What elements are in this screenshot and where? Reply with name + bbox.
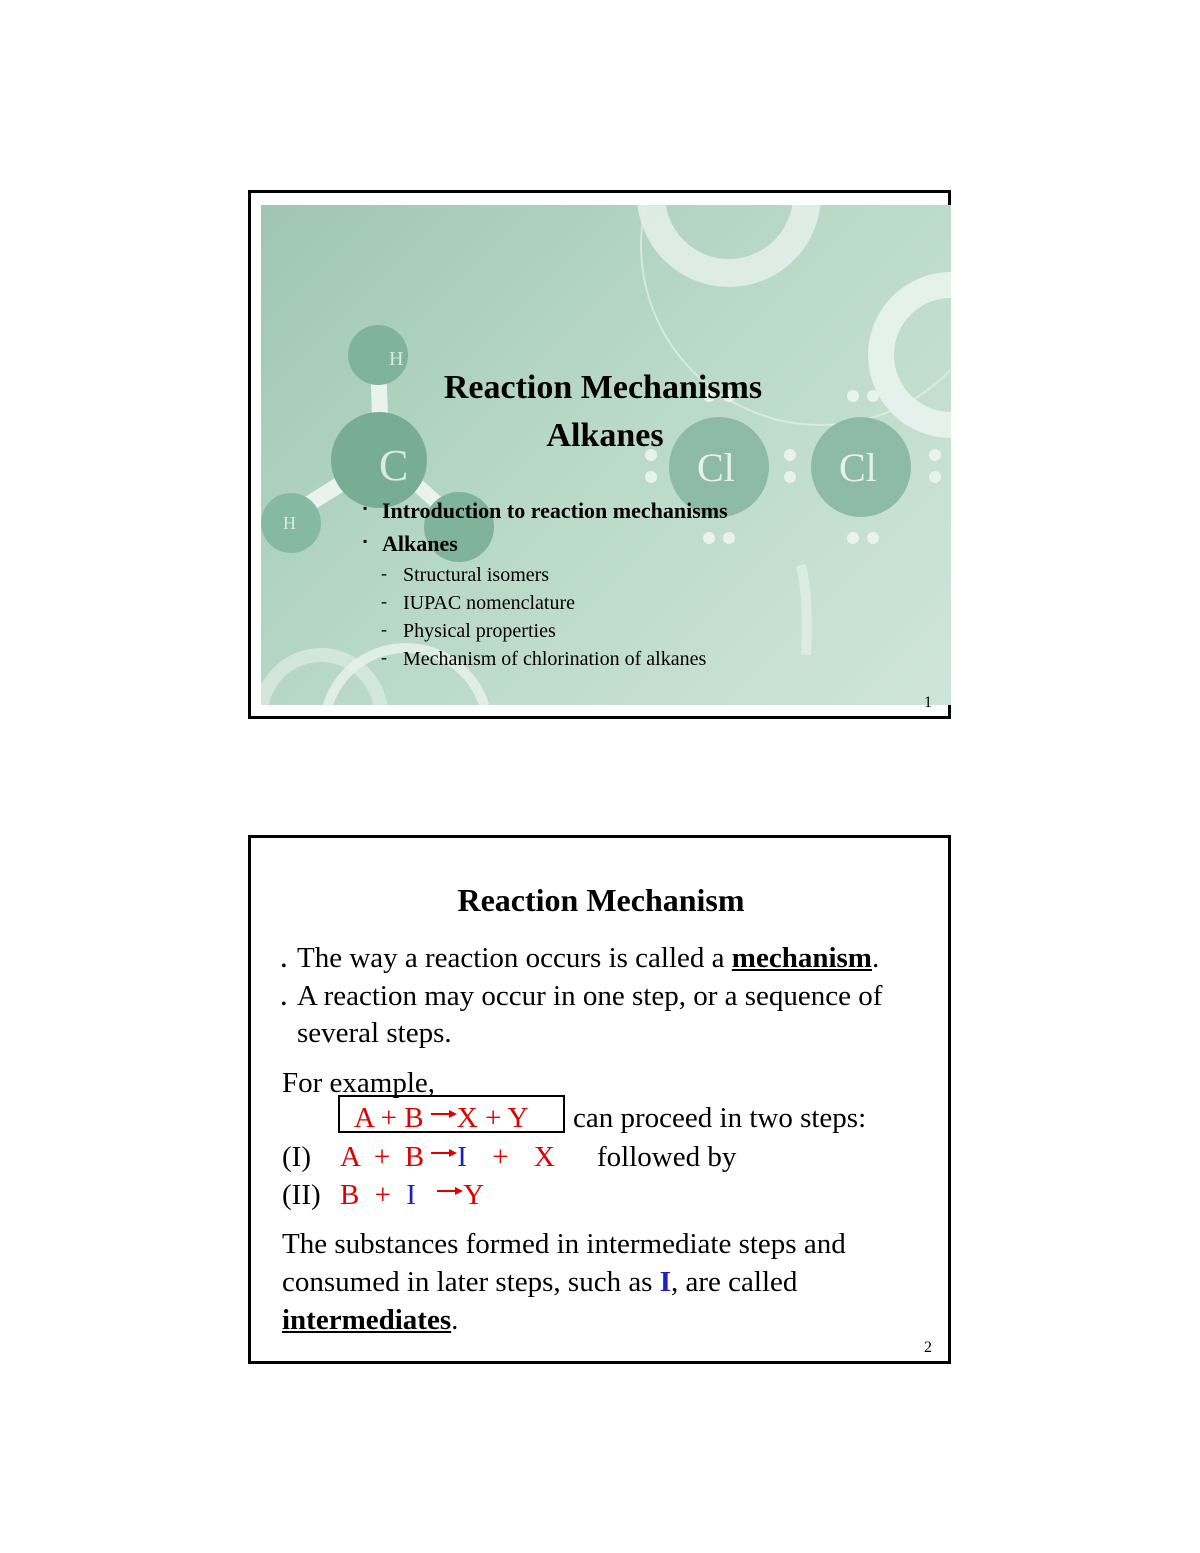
intermediate-i: I: [406, 1179, 416, 1211]
slide-1: [248, 190, 951, 719]
bullet-item: ▪ Introduction to reaction mechanisms: [363, 498, 728, 531]
slide-2: [248, 835, 951, 1364]
product-y: Y: [463, 1179, 485, 1211]
reaction-arrow-icon: [437, 1186, 463, 1196]
step-2-equation: [340, 1177, 484, 1214]
intermediate-i: I: [457, 1141, 467, 1173]
reaction-arrow-icon: [431, 1109, 457, 1119]
slide-number: 1: [924, 694, 932, 711]
text-span: , are called: [671, 1266, 798, 1298]
bullet-dot: •: [281, 958, 287, 975]
bullet-dot: •: [281, 996, 287, 1013]
eq-products: X + Y: [456, 1102, 529, 1134]
atom-label-h-left: H: [283, 513, 296, 533]
example-intro: For example,: [282, 1067, 436, 1099]
bullet-item: ▪ Alkanes: [363, 531, 728, 564]
atom-label-cl-1: Cl: [697, 445, 735, 490]
atom-label-cl-2: Cl: [839, 445, 877, 490]
slide-1-title: Reaction Mechanisms: [443, 369, 763, 406]
conclusion-line-3: [282, 1302, 458, 1339]
plus-sign: +: [374, 1179, 391, 1211]
slide-number: 2: [924, 1339, 932, 1356]
slide-1-subtitle: Alkanes: [546, 417, 664, 454]
bullet-line-steps-cont: several steps.: [297, 1017, 452, 1049]
atom-label-h-top: H: [389, 348, 404, 370]
conclusion-line-1: The substances formed in intermediate steps and: [282, 1228, 846, 1260]
conclusion-line-2: [282, 1264, 797, 1301]
step-2-label: (II): [282, 1179, 321, 1211]
step-1-equation: [340, 1139, 555, 1176]
followed-by-text: followed by: [597, 1141, 737, 1173]
slide-1-bullet-list: [363, 498, 728, 676]
atom-label-c: C: [379, 441, 409, 490]
reactant-b: B: [340, 1179, 360, 1211]
text-span: The way a reaction occurs is called a: [297, 942, 732, 974]
reaction-arrow-icon: [431, 1148, 457, 1158]
text-span: .: [451, 1304, 459, 1336]
step-1-reactants: A + B: [340, 1141, 425, 1173]
step-1-label: (I): [282, 1141, 311, 1173]
text-span: consumed in later steps, such as: [282, 1266, 660, 1298]
key-term-intermediates: intermediates: [282, 1304, 452, 1336]
sub-bullet-item: - Physical properties: [363, 620, 728, 648]
equation-overall: [354, 1100, 528, 1137]
plus-sign: +: [492, 1141, 509, 1173]
sub-bullet-item: - Mechanism of chlorination of alkanes: [363, 648, 728, 676]
bullet-line-steps: A reaction may occur in one step, or a sequence of: [297, 980, 883, 1012]
key-term-mechanism: mechanism: [731, 942, 872, 974]
eq-reactants: A + B: [354, 1102, 424, 1134]
intermediate-i: I: [659, 1266, 672, 1298]
product-x: X: [533, 1141, 555, 1173]
sub-bullet-item: - IUPAC nomenclature: [363, 592, 728, 620]
bullet-line-mechanism: [297, 940, 879, 977]
sub-bullet-item: - Structural isomers: [363, 564, 728, 592]
slide-2-title: Reaction Mechanism: [457, 882, 745, 918]
proceed-text: can proceed in two steps:: [573, 1102, 867, 1134]
text-span: .: [871, 942, 880, 974]
